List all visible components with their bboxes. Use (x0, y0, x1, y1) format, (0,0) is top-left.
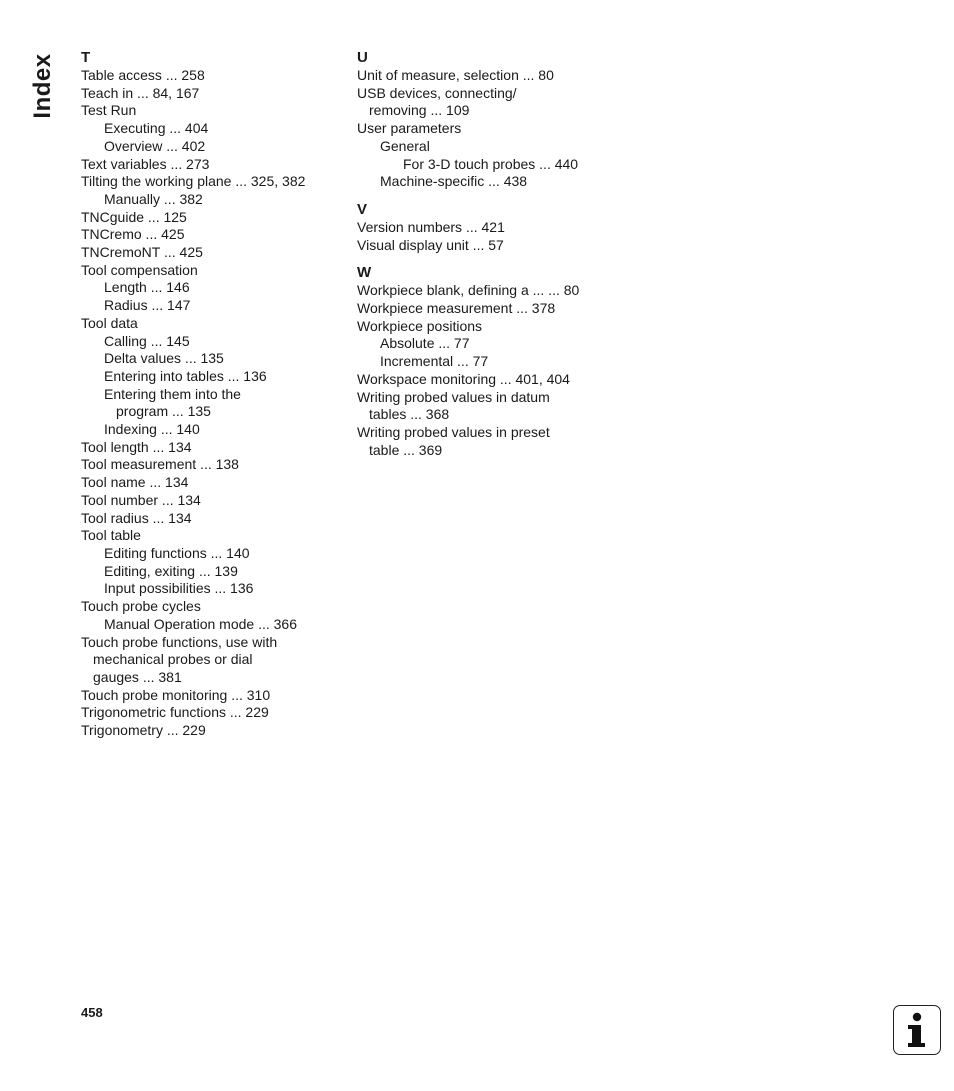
index-entry (81, 102, 341, 120)
index-entry-text: USB devices, connecting/ (357, 84, 517, 101)
index-entry-text: Tool length ... 134 (81, 438, 192, 455)
index-entry (81, 173, 341, 191)
index-entry (81, 474, 341, 492)
index-entry (357, 173, 657, 191)
index-entry (81, 492, 341, 510)
index-entry (357, 237, 657, 255)
index-entry (81, 439, 341, 457)
index-entry (81, 156, 341, 174)
index-entry-text: Calling ... 145 (104, 332, 190, 349)
index-entry (81, 634, 341, 687)
index-entry-continuation: table ... 369 (369, 441, 443, 458)
index-entry (357, 156, 657, 174)
index-entry (357, 219, 657, 237)
index-entry-text: Unit of measure, selection ... 80 (357, 67, 554, 83)
index-entry (81, 510, 341, 528)
index-letter-group (81, 49, 341, 740)
index-letter-group (357, 264, 657, 459)
index-entry-text: Test Run (81, 102, 137, 119)
index-entry (357, 389, 657, 424)
index-entry (81, 297, 341, 315)
index-entry (81, 527, 341, 545)
index-entry (81, 386, 341, 421)
index-entry-text: Radius ... 147 (104, 297, 191, 314)
index-entry (81, 580, 341, 598)
index-entry (357, 424, 657, 459)
index-entry-text: Touch probe cycles (81, 598, 201, 615)
page-number: 458 (81, 1005, 103, 1020)
index-entry-text: Tool table (81, 527, 141, 544)
index-entry-text: Workpiece blank, defining a ... ... 80 (357, 282, 580, 299)
index-entry-text: Overview ... 402 (104, 137, 206, 154)
index-entry (357, 371, 657, 389)
index-entry-text: Entering them into the (104, 385, 241, 402)
index-entry (81, 209, 341, 227)
index-entry (81, 598, 341, 616)
index-entry (81, 67, 341, 85)
index-title-text: Index (29, 53, 56, 119)
index-entry-text: Text variables ... 273 (81, 155, 210, 172)
index-entry (81, 687, 341, 705)
index-letter-group (357, 201, 657, 254)
index-entry-text: Table access ... 258 (81, 67, 205, 83)
index-entry (81, 279, 341, 297)
index-entry (357, 138, 657, 156)
index-entry-text: Manual Operation mode ... 366 (104, 615, 298, 632)
index-entry (81, 262, 341, 280)
index-entry-text: Tilting the working plane ... 325, 382 (81, 173, 306, 190)
index-entry-text: Tool data (81, 314, 138, 331)
info-icon-glyph (894, 1006, 939, 1053)
index-entry-text: Tool measurement ... 138 (81, 456, 239, 473)
index-entry-text: Length ... 146 (104, 279, 190, 296)
index-entry (81, 85, 341, 103)
index-entry-text: TNCguide ... 125 (81, 208, 187, 225)
index-entry (357, 120, 657, 138)
index-entry-text: For 3-D touch probes ... 440 (403, 155, 579, 172)
index-entry-continuation: tables ... 368 (369, 406, 450, 423)
index-entry-text: Touch probe monitoring ... 310 (81, 686, 271, 703)
index-entry (81, 226, 341, 244)
index-entry-text: Editing, exiting ... 139 (104, 562, 238, 579)
index-entry-continuation: program ... 135 (116, 403, 211, 420)
index-entry-text: General (380, 137, 430, 154)
index-entry-text: Tool number ... 134 (81, 491, 201, 508)
index-entry-text: Version numbers ... 421 (357, 218, 505, 235)
index-entry-text: Teach in ... 84, 167 (81, 84, 200, 101)
index-entry-text: Absolute ... 77 (380, 335, 470, 352)
index-letter-heading: V (357, 200, 368, 218)
index-entry-text: Entering into tables ... 136 (104, 367, 267, 384)
index-entry-text: TNCremoNT ... 425 (81, 244, 203, 261)
index-entry (81, 191, 341, 209)
index-entry (81, 456, 341, 474)
index-entry-text: Manually ... 382 (104, 190, 203, 207)
index-entry (81, 315, 341, 333)
index-entry-text: Tool name ... 134 (81, 474, 189, 491)
index-entry (357, 318, 657, 336)
index-entry (81, 616, 341, 634)
index-letter-group (357, 49, 657, 191)
index-entry-text: Visual display unit ... 57 (357, 236, 504, 253)
index-entry-continuation: gauges ... 381 (93, 668, 182, 685)
index-entry (81, 421, 341, 439)
index-column-left (81, 49, 341, 740)
index-entry (357, 85, 657, 120)
index-entry (81, 120, 341, 138)
index-entry-text: TNCremo ... 425 (81, 226, 185, 243)
index-entry (357, 353, 657, 371)
index-entry-text: Executing ... 404 (104, 120, 209, 137)
index-entry-text: Workspace monitoring ... 401, 404 (357, 370, 570, 387)
index-entry-text: User parameters (357, 120, 462, 137)
index-entry (81, 138, 341, 156)
index-entry-text: Writing probed values in datum (357, 388, 550, 405)
index-entry-text: Indexing ... 140 (104, 421, 200, 438)
index-entry-text: Machine-specific ... 438 (380, 173, 528, 190)
index-letter-heading: U (357, 49, 368, 66)
index-entry-text: Touch probe functions, use with (81, 633, 278, 650)
index-entry (357, 300, 657, 318)
index-entry (357, 67, 657, 85)
index-entry (81, 704, 341, 722)
index-entry (81, 545, 341, 563)
index-entry-continuation: removing ... 109 (369, 102, 470, 119)
index-entry (81, 563, 341, 581)
index-entry (81, 368, 341, 386)
index-entry (81, 333, 341, 351)
index-entry-text: Workpiece measurement ... 378 (357, 300, 556, 317)
index-entry-text: Writing probed values in preset (357, 423, 550, 440)
index-entry (357, 282, 657, 300)
index-entry-text: Delta values ... 135 (104, 350, 224, 367)
index-entry-text: Incremental ... 77 (380, 353, 489, 370)
index-entry-text: Workpiece positions (357, 317, 483, 334)
index-letter-heading: T (81, 49, 91, 66)
info-icon (893, 1005, 941, 1055)
index-entry-continuation: mechanical probes or dial (93, 651, 253, 668)
index-entry (81, 722, 341, 740)
index-entry-text: Input possibilities ... 136 (104, 580, 254, 597)
index-entry-text: Trigonometric functions ... 229 (81, 704, 269, 721)
index-entry-text: Tool compensation (81, 261, 198, 278)
index-entry (81, 244, 341, 262)
index-entry-text: Trigonometry ... 229 (81, 722, 206, 739)
index-column-right (357, 49, 657, 459)
index-entry (357, 335, 657, 353)
index-entry-text: Editing functions ... 140 (104, 544, 250, 561)
index-side-title (28, 50, 58, 122)
index-entry (81, 350, 341, 368)
index-letter-heading: W (357, 264, 372, 282)
index-entry-text: Tool radius ... 134 (81, 509, 192, 526)
